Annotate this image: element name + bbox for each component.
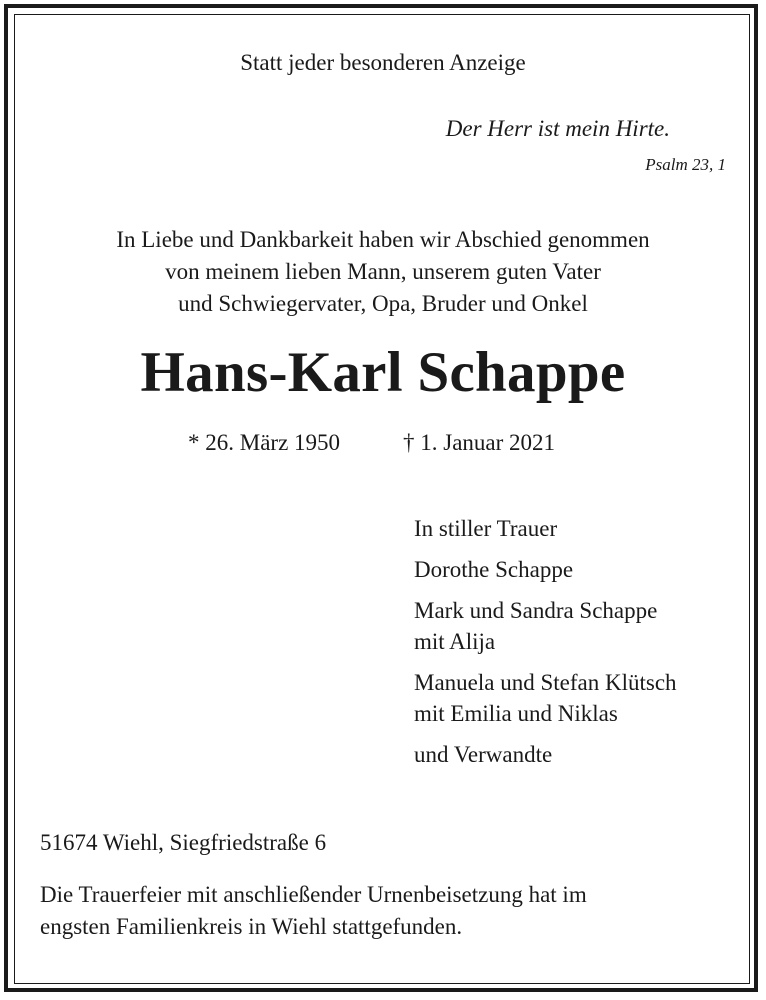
notice-line: engsten Familienkreis in Wiehl stattgefunden. <box>40 914 463 939</box>
psalm-quote: Der Herr ist mein Hirte. <box>445 116 670 141</box>
intro-line: von meinem lieben Mann, unserem guten Vater <box>165 259 601 284</box>
mourner-entry: Dorothe Schappe <box>414 557 574 582</box>
notice-line: Die Trauerfeier mit anschließender Urnenbeisetzung hat im <box>40 882 587 907</box>
mourners-list <box>414 513 677 780</box>
mourner-entry: und Verwandte <box>414 742 553 767</box>
intro-text <box>0 224 766 320</box>
birth-date: * 26. März 1950 <box>188 430 341 455</box>
intro-line: In Liebe und Dankbarkeit haben wir Abschied genommen <box>116 227 650 252</box>
psalm-reference: Psalm 23, 1 <box>645 155 726 174</box>
mourners-intro: In stiller Trauer <box>414 516 558 541</box>
death-date: † 1. Januar 2021 <box>403 430 556 455</box>
intro-line: und Schwiegervater, Opa, Bruder und Onkel <box>178 291 588 316</box>
deceased-name: Hans-Karl Schappe <box>140 341 626 404</box>
funeral-notice <box>40 879 587 943</box>
notice-header: Statt jeder besonderen Anzeige <box>240 50 526 75</box>
family-address: 51674 Wiehl, Siegfriedstraße 6 <box>40 830 327 855</box>
mourner-entry: Manuela und Stefan Klütsch mit Emilia und Niklas <box>414 670 677 726</box>
mourner-entry: Mark und Sandra Schappe mit Alija <box>414 598 658 654</box>
